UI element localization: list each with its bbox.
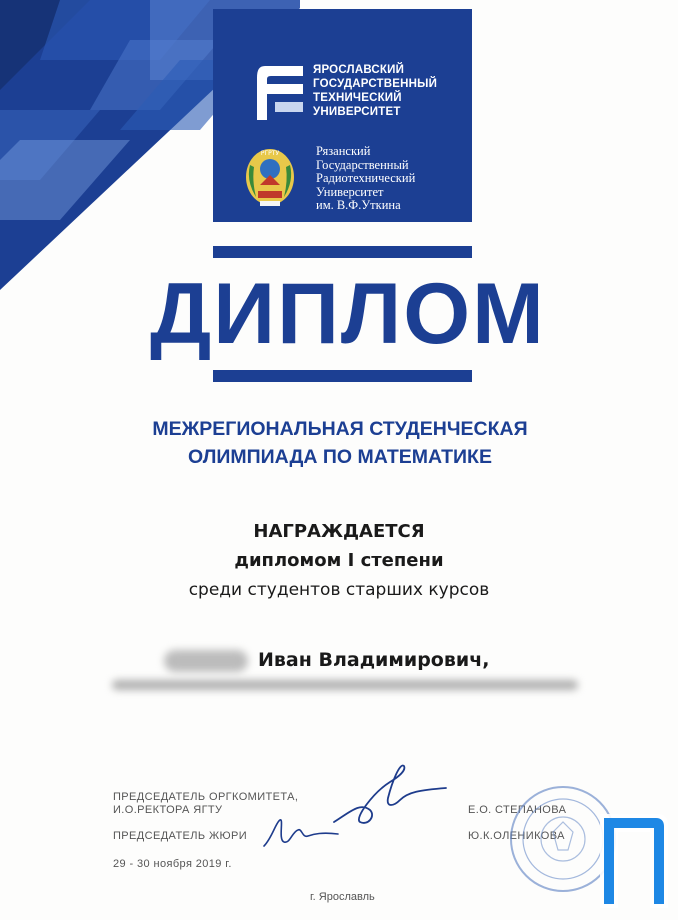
award-degree: дипломом I степени bbox=[234, 550, 444, 571]
rsreu-name-line: им. В.Ф.Уткина bbox=[316, 198, 401, 212]
event-name-line1: МЕЖРЕГИОНАЛЬНАЯ СТУДЕНЧЕСКАЯ bbox=[152, 418, 528, 440]
recipient-name: Иван Владимирович, bbox=[258, 649, 490, 671]
ystu-name bbox=[313, 63, 437, 119]
award-category: среди студентов старших курсов bbox=[188, 580, 490, 600]
diploma-title: ДИПЛОМ bbox=[150, 266, 546, 362]
ystu-name-line: УНИВЕРСИТЕТ bbox=[313, 106, 401, 118]
brand-mark-icon bbox=[586, 812, 670, 910]
university-logo-panel bbox=[213, 9, 472, 222]
svg-text:РГРТУ: РГРТУ bbox=[260, 150, 280, 157]
chair-label-line1: ПРЕДСЕДАТЕЛЬ ОРГКОМИТЕТА, bbox=[113, 791, 299, 803]
award-block bbox=[100, 518, 578, 604]
jury-label: ПРЕДСЕДАТЕЛЬ ЖЮРИ bbox=[113, 830, 248, 842]
title-rule-bottom bbox=[213, 370, 472, 382]
rsreu-name bbox=[316, 145, 415, 213]
title-rule-top bbox=[213, 246, 472, 258]
redacted-surname bbox=[164, 650, 248, 672]
ystu-logo-icon bbox=[249, 64, 305, 122]
rsreu-name-line: Государственный bbox=[316, 157, 409, 172]
redacted-affiliation bbox=[112, 680, 578, 690]
jury-signature bbox=[262, 812, 342, 852]
ystu-name-line: ТЕХНИЧЕСКИЙ bbox=[313, 92, 402, 104]
chair-signature bbox=[330, 762, 450, 834]
jury-name: Ю.К.ОЛЕНИКОВА bbox=[468, 830, 565, 842]
event-name-line2: ОЛИМПИАДА ПО МАТЕМАТИКЕ bbox=[188, 446, 492, 468]
event-date: 29 - 30 ноября 2019 г. bbox=[113, 858, 232, 870]
rsreu-name-line: Радиотехнический bbox=[316, 171, 416, 185]
chair-label-line2: И.О.РЕКТОРА ЯГТУ bbox=[113, 804, 223, 816]
chair-name: Е.О. СТЕПАНОВА bbox=[468, 804, 567, 816]
city: г. Ярославль bbox=[310, 891, 375, 903]
ystu-name-line: ЯРОСЛАВСКИЙ bbox=[313, 64, 405, 76]
rsreu-name-line: Рязанский bbox=[316, 144, 371, 158]
award-heading: НАГРАЖДАЕТСЯ bbox=[253, 521, 425, 542]
ystu-name-line: ГОСУДАРСТВЕННЫЙ bbox=[313, 78, 438, 90]
rsreu-name-line: Университет bbox=[316, 184, 384, 199]
rsreu-emblem-icon bbox=[242, 147, 298, 211]
event-name bbox=[60, 415, 620, 471]
